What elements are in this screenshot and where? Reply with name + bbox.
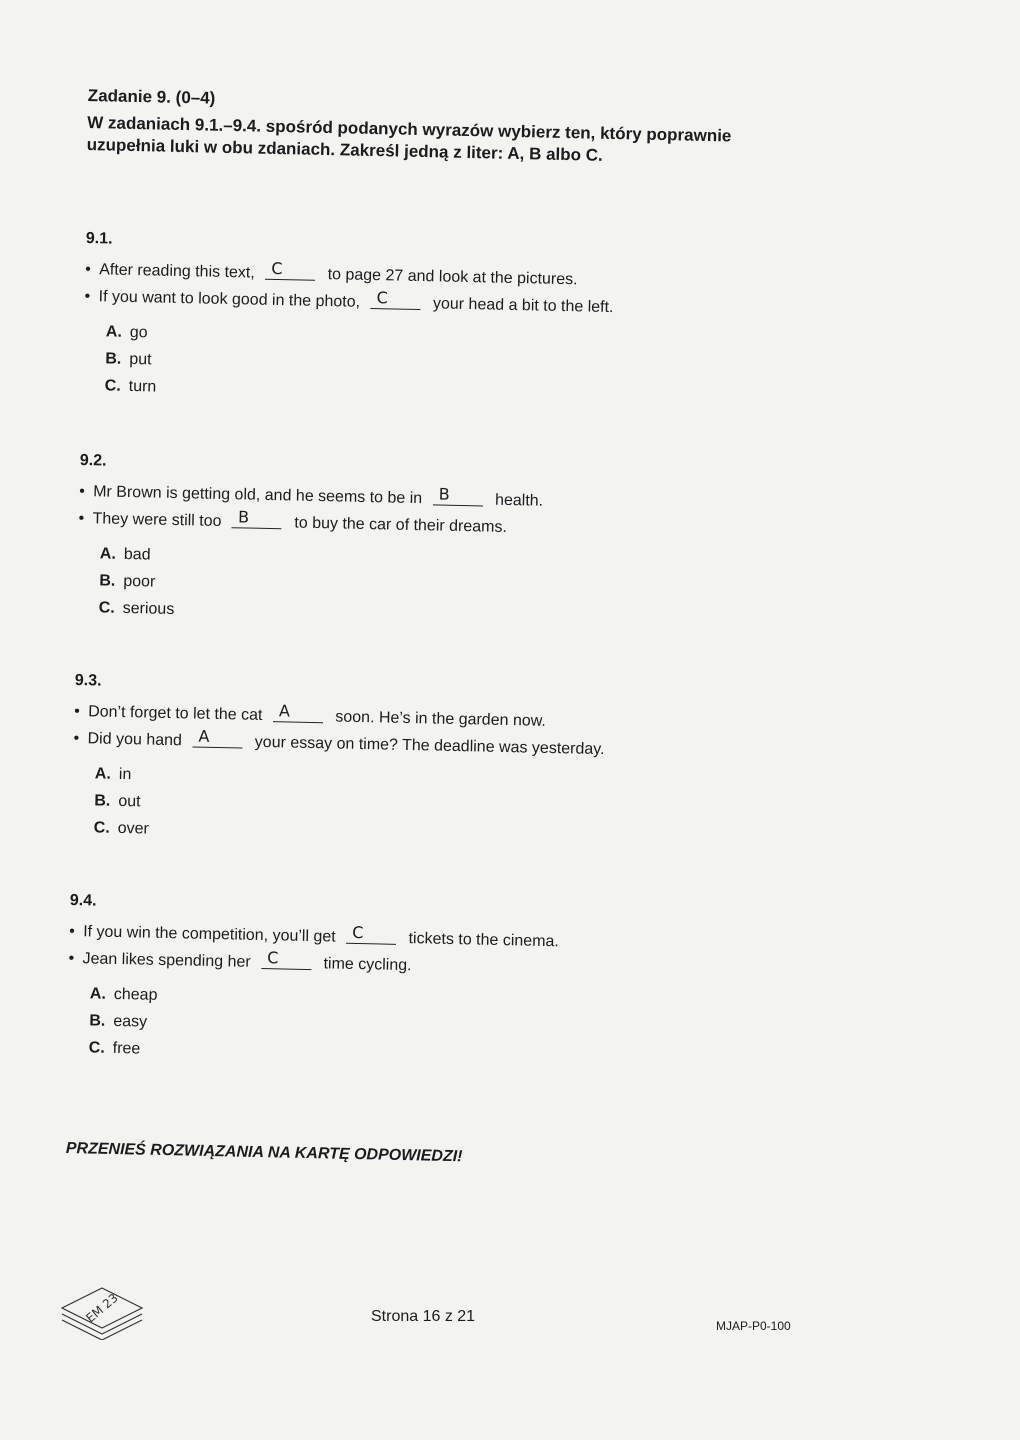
bullet-icon: • [84, 287, 91, 306]
sentence-before: Jean likes spending her [82, 950, 251, 971]
sentence-before: Did you hand [87, 730, 183, 750]
option-text: free [112, 1039, 141, 1058]
sentence-after: to buy the car of their dreams. [294, 514, 508, 536]
sentence-before: After reading this text, [98, 261, 255, 282]
handwritten-answer: C [376, 288, 388, 308]
option-letter: B. [89, 1012, 106, 1030]
task-instruction: W zadaniach 9.1.–9.4. spośród podanych wyrazów wybierz ten, który poprawnie uzupełnia luki w obu zdaniach. Zakreśl jedną z liter: A, B albo C. [86, 112, 732, 165]
page-number: Strona 16 z 21 [371, 1308, 476, 1325]
option-letter: A. [99, 545, 117, 563]
question-9-1 [82, 230, 705, 412]
option-text: poor [123, 572, 156, 591]
sentence-before: If you win the competition, you’ll get [82, 923, 336, 946]
bullet-icon: • [78, 482, 85, 501]
sentence-after: your essay on time? The deadline was yesterday. [254, 733, 605, 759]
sentence-after: time cycling. [323, 955, 412, 975]
option-letter: B. [105, 350, 122, 368]
option-text: cheap [113, 985, 158, 1004]
bullet-icon: • [68, 922, 75, 941]
option-letter: C. [98, 599, 115, 617]
answer-gap[interactable] [232, 509, 282, 529]
handwritten-answer: C [271, 258, 283, 279]
handwritten-answer: A [198, 726, 210, 746]
handwritten-answer: C [352, 922, 364, 943]
sentence-after: your head a bit to the left. [432, 295, 614, 317]
answer-gap[interactable] [261, 950, 311, 970]
option-letter: A. [94, 765, 112, 783]
question-9-2 [76, 452, 699, 634]
option-text: bad [123, 545, 151, 564]
answer-gap[interactable] [370, 290, 420, 310]
task-header [87, 86, 788, 171]
transfer-answers-note: PRZENIEŚ ROZWIĄZANIA NA KARTĘ ODPOWIEDZI! [65, 1140, 463, 1166]
sentence-before: Don’t forget to let the cat [87, 703, 263, 724]
option-letter: C. [93, 819, 110, 837]
question-number: 9.1. [85, 230, 113, 248]
question-9-3 [71, 672, 694, 854]
option-letter: C. [104, 377, 121, 395]
logo-text: EM 23 [83, 1290, 121, 1326]
answer-gap[interactable] [273, 703, 323, 723]
options-list [82, 318, 704, 412]
option-text: go [129, 323, 148, 342]
sentence-after: to page 27 and look at the pictures. [327, 266, 578, 289]
option-letter: A. [89, 985, 107, 1003]
handwritten-answer: C [267, 948, 279, 968]
option-letter: A. [105, 323, 123, 341]
handwritten-answer: B [438, 484, 450, 504]
bullet-icon: • [68, 949, 75, 968]
answer-gap[interactable] [346, 922, 396, 945]
sentence-after: tickets to the cinema. [408, 930, 560, 951]
option-text: over [117, 819, 150, 838]
options-list [66, 980, 688, 1074]
bullet-icon: • [73, 702, 80, 721]
sentence-before: If you want to look good in the photo, [98, 288, 361, 311]
option-text: turn [128, 377, 157, 396]
options-list [76, 540, 698, 634]
answer-gap[interactable] [265, 258, 315, 281]
option-letter: B. [99, 572, 116, 590]
answer-gap[interactable] [432, 486, 482, 506]
document-code: MJAP-P0-100 [716, 1319, 791, 1333]
task-title: Zadanie 9. (0–4) [87, 86, 216, 108]
handwritten-answer: B [237, 507, 250, 527]
option-text: easy [113, 1012, 148, 1031]
bullet-icon: • [78, 509, 85, 528]
handwritten-answer: A [278, 701, 291, 721]
question-number: 9.2. [79, 452, 107, 470]
question-number: 9.3. [74, 672, 102, 690]
option-text: out [118, 792, 141, 811]
bullet-icon: • [73, 729, 80, 748]
sentence-after: soon. He’s in the garden now. [335, 708, 546, 730]
option-text: in [118, 765, 132, 784]
stacked-papers-logo-icon [58, 1278, 148, 1340]
sentence-after: health. [494, 491, 544, 510]
question-9-4 [66, 892, 689, 1074]
option-letter: C. [88, 1039, 105, 1057]
sentence-before: Mr Brown is getting old, and he seems to be in [92, 483, 423, 508]
bullet-icon: • [84, 260, 91, 279]
option-text: serious [122, 599, 175, 619]
answer-gap[interactable] [192, 728, 242, 748]
sentence-before: They were still too [92, 510, 222, 530]
option-letter: B. [94, 792, 111, 810]
options-list [71, 760, 693, 854]
option-text: put [129, 350, 152, 369]
question-number: 9.4. [69, 892, 97, 910]
